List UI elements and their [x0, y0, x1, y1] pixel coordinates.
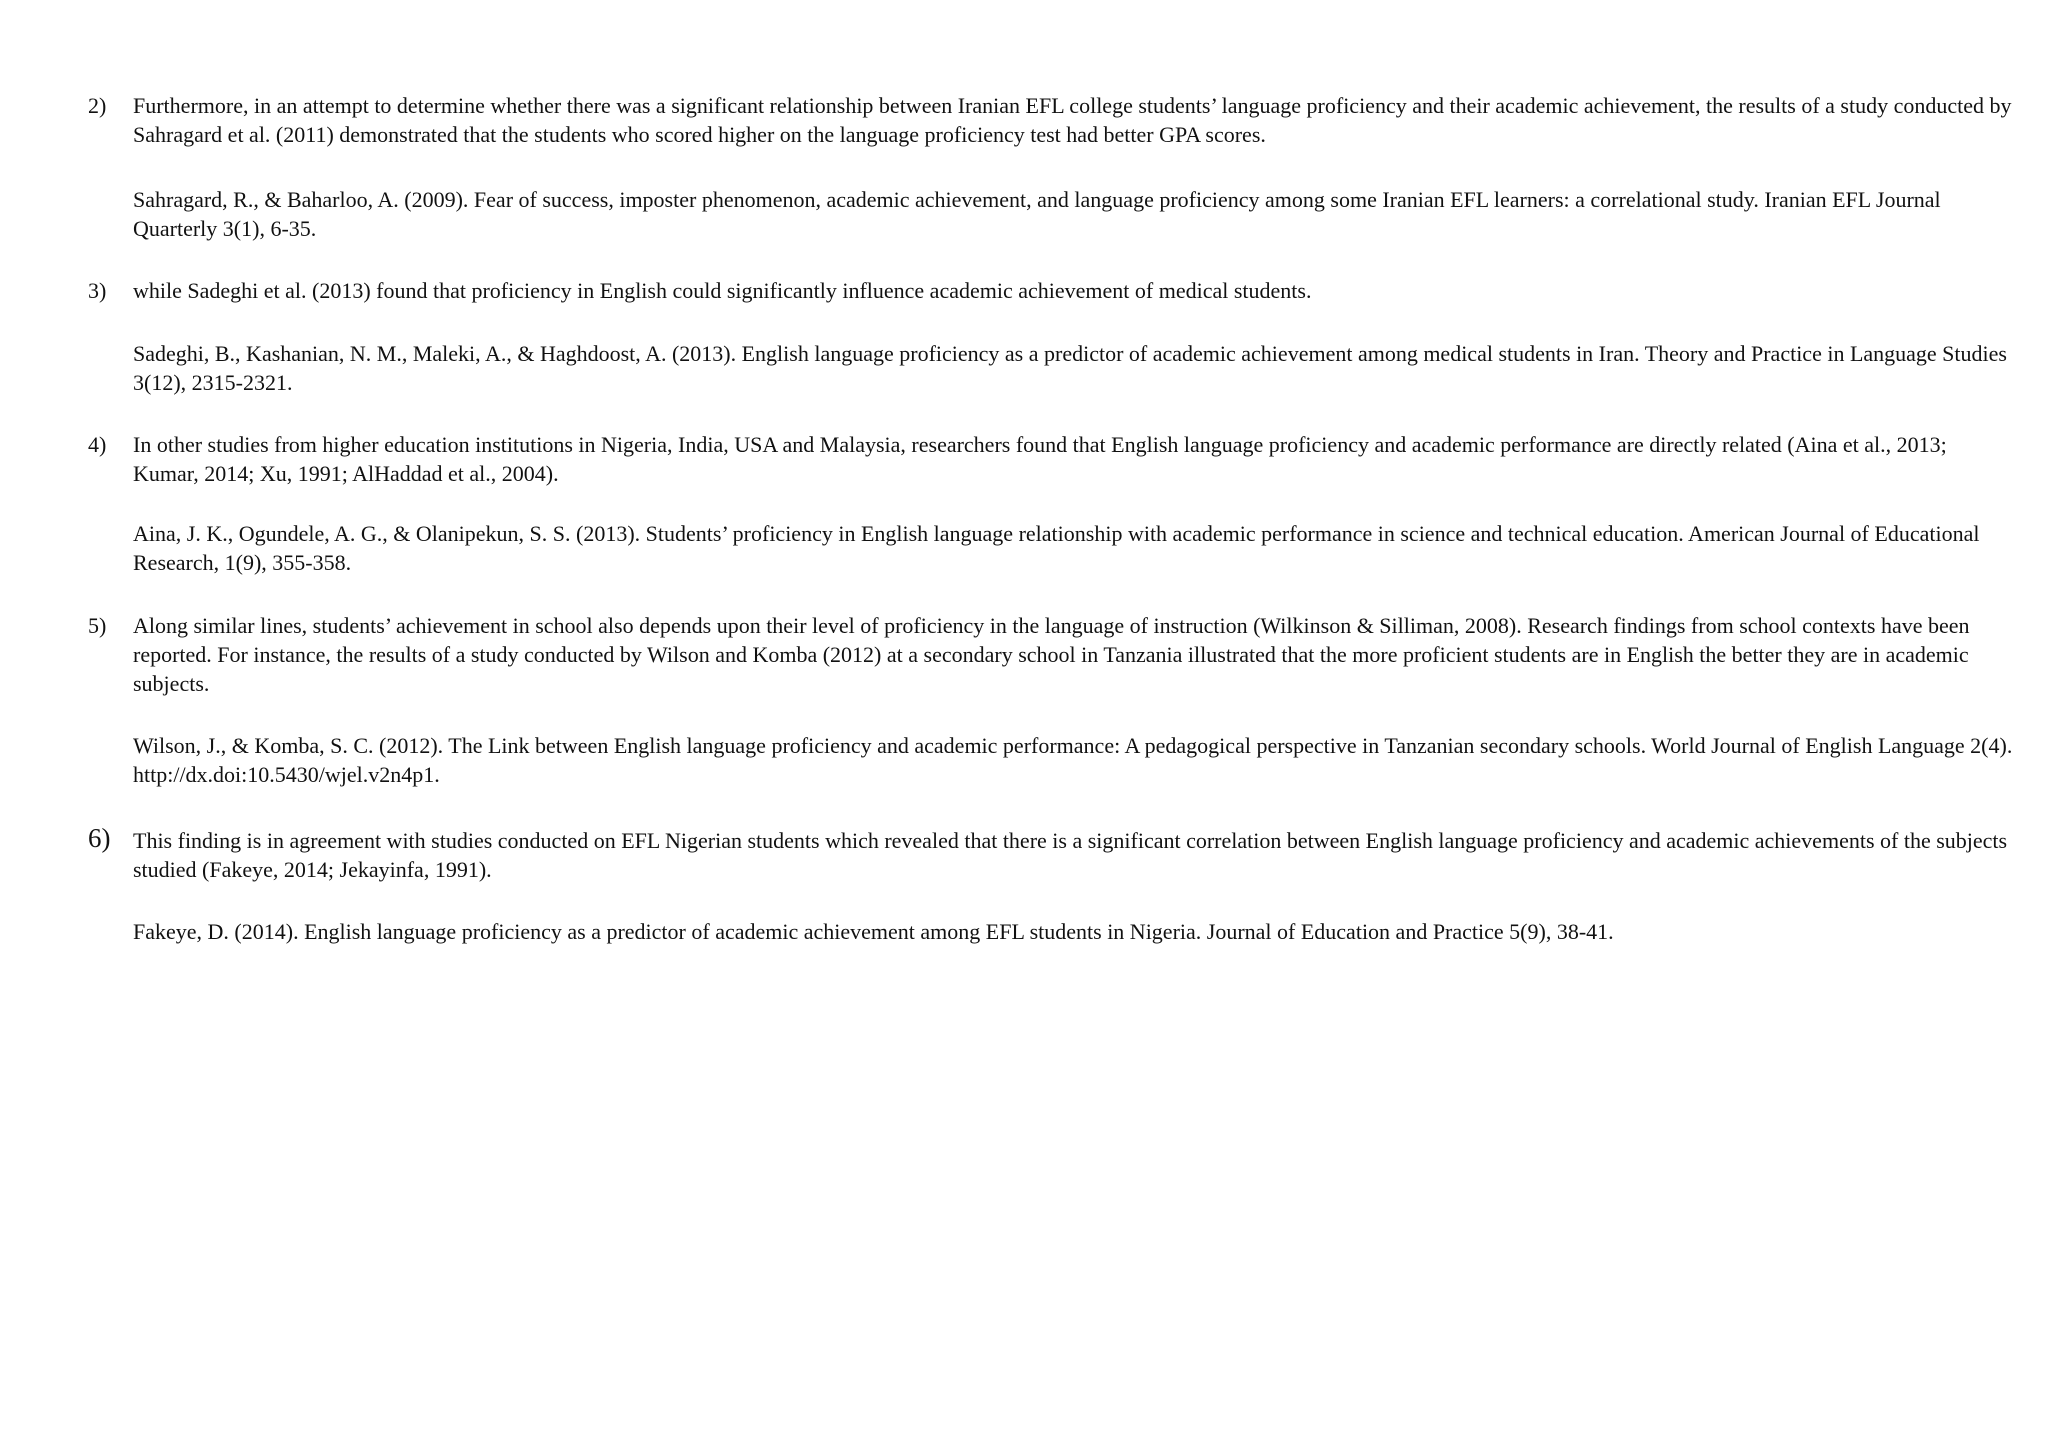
reference-citation: Sahragard, R., & Baharloo, A. (2009). Fear of success, imposter phenomenon, academic achievement, and language proficiency among some Iranian EFL learners: a correlational study. Iranian EFL Journal Quarterly 3(1), 6-35. — [133, 187, 1941, 241]
reference-citation: Fakeye, D. (2014). English language proficiency as a predictor of academic achievement among EFL students in Nigeria. Journal of Education and Practice 5(9), 38-41. — [133, 919, 1614, 944]
item-paragraph: In other studies from higher education institutions in Nigeria, India, USA and Malaysia, researchers found that English language proficiency and academic performance are directly related (Aina et al., 2013; Kumar, 2014; Xu, 1991; AlHaddad et al., 2004). — [133, 432, 1947, 486]
item-paragraph: Along similar lines, students’ achievement in school also depends upon their level of proficiency in the language of instruction (Wilkinson & Silliman, 2008). Research findings from school contexts have been reported. For instance, the results of a study conducted by Wilson and Komba (2012) at a secondary school in Tanzania illustrated that the more proficient students are in English the better they are in academic subjects. — [133, 613, 1970, 696]
item-paragraph: This finding is in agreement with studies conducted on EFL Nigerian students which revealed that there is a significant correlation between English language proficiency and academic achievements of the subjects studied (Fakeye, 2014; Jekayinfa, 1991). — [133, 828, 2008, 882]
item-number: 4) — [88, 432, 107, 457]
item-number: 2) — [88, 93, 107, 118]
item-number: 5) — [88, 613, 107, 638]
item-number: 6) — [88, 823, 111, 853]
reference-citation: Aina, J. K., Ogundele, A. G., & Olanipekun, S. S. (2013). Students’ proficiency in English language relationship with academic performance in science and technical education. American Journal of Educational Research, 1(9), 355-358. — [133, 521, 1980, 575]
item-number: 3) — [88, 278, 107, 303]
reference-citation: Sadeghi, B., Kashanian, N. M., Maleki, A., & Haghdoost, A. (2013). English language proficiency as a predictor of academic achievement among medical students in Iran. Theory and Practice in Language Studies 3(12), 2315-2321. — [133, 341, 2007, 395]
item-paragraph: while Sadeghi et al. (2013) found that proficiency in English could significantly influence academic achievement of medical students. — [133, 278, 1312, 303]
item-paragraph: Furthermore, in an attempt to determine whether there was a significant relationship between Iranian EFL college students’ language proficiency and their academic achievement, the results of a study conducted by Sahragard et al. (2011) demonstrated that the students who scored higher on the language proficiency test had better GPA scores. — [133, 93, 2012, 147]
reference-citation: Wilson, J., & Komba, S. C. (2012). The Link between English language proficiency and academic performance: A pedagogical perspective in Tanzanian secondary schools. World Journal of English Language 2(4). http://dx.doi:10.5430/wjel.v2n4p1. — [133, 733, 2013, 787]
